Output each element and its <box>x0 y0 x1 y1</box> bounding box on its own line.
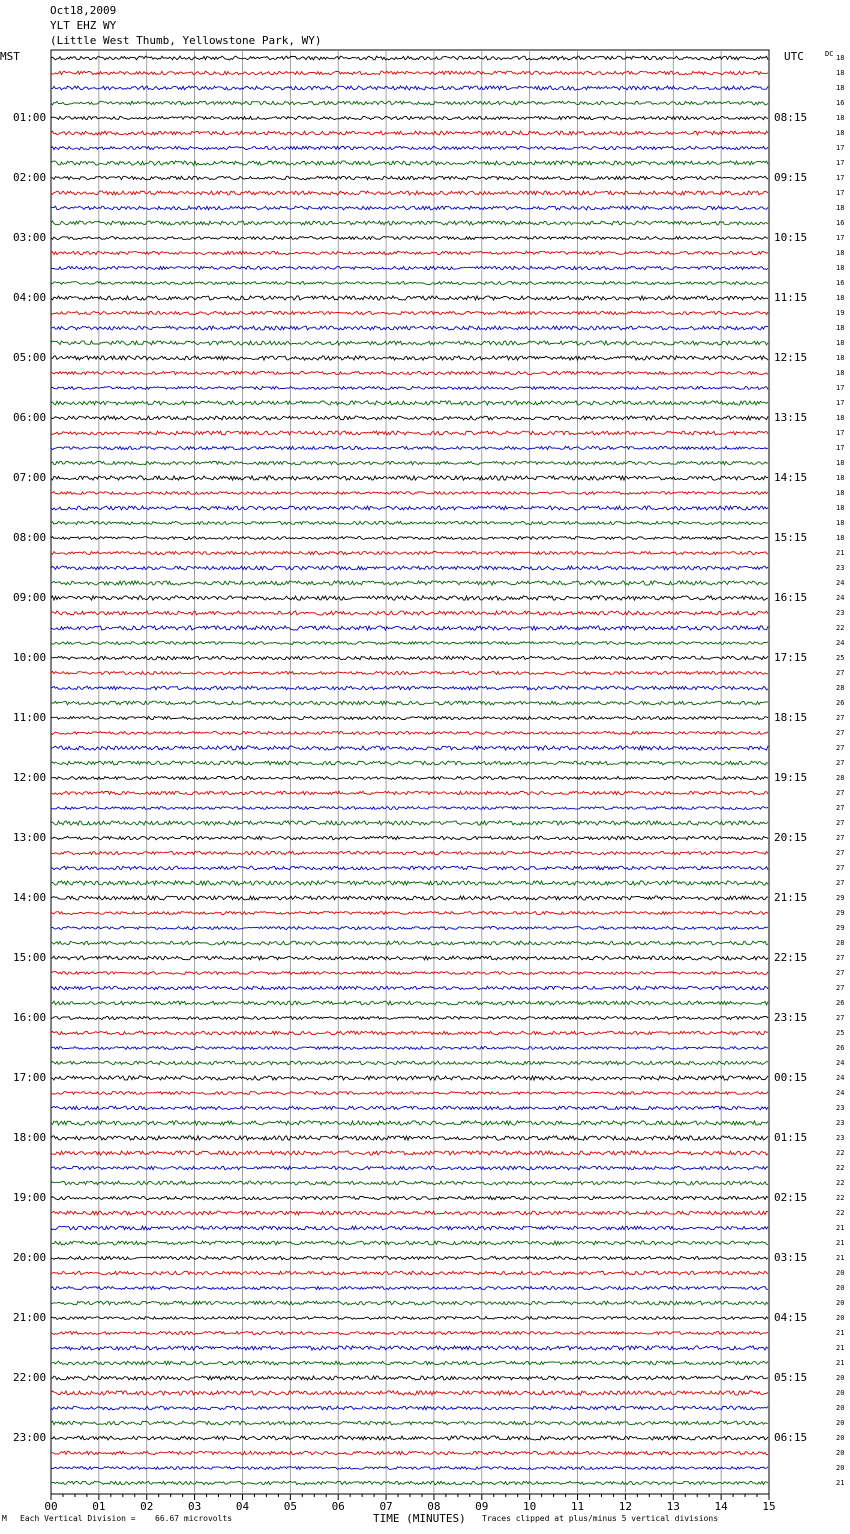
clip-note: Traces clipped at plus/minus 5 vertical divisions <box>482 1514 719 1523</box>
trace-line <box>51 642 768 645</box>
dc-value: 27 <box>836 714 845 722</box>
trace-line <box>51 927 768 930</box>
utc-hour-label: 21:15 <box>774 891 808 904</box>
dc-value: 27 <box>836 669 845 677</box>
dc-value: 20 <box>836 1299 845 1307</box>
dc-value: 18 <box>836 69 845 77</box>
trace-line <box>51 1076 768 1080</box>
dc-value: 23 <box>836 564 845 572</box>
trace-line <box>51 716 768 719</box>
dc-value: 24 <box>836 639 845 647</box>
x-tick-label: 02 <box>140 1500 154 1513</box>
dc-value: 18 <box>836 534 845 542</box>
dc-value: 24 <box>836 1089 845 1097</box>
x-tick-label: 07 <box>379 1500 393 1513</box>
trace-line <box>51 746 768 750</box>
dc-value: 17 <box>836 189 845 197</box>
dc-value: 16 <box>836 99 845 107</box>
dc-value: 20 <box>836 1389 845 1397</box>
utc-hour-label: 22:15 <box>774 951 808 964</box>
station-location: (Little West Thumb, Yellowstone Park, WY) <box>50 34 322 47</box>
x-tick-label: 10 <box>523 1500 537 1513</box>
utc-hour-label: 19:15 <box>774 771 808 784</box>
dc-value: 24 <box>836 1074 845 1082</box>
trace-line <box>51 296 768 300</box>
trace-line <box>51 341 768 345</box>
x-tick-label: 00 <box>44 1500 58 1513</box>
trace-line <box>51 537 768 540</box>
trace-line <box>51 221 768 225</box>
dc-value: 18 <box>836 114 845 122</box>
utc-hour-label: 01:15 <box>774 1131 808 1144</box>
trace-line <box>51 251 768 254</box>
trace-line <box>51 71 768 75</box>
scale-label: Each Vertical Division = <box>20 1514 136 1523</box>
trace-line <box>51 1106 768 1110</box>
x-axis-title: TIME (MINUTES) <box>373 1512 466 1525</box>
dc-value: 26 <box>836 1044 845 1052</box>
trace-line <box>51 101 768 105</box>
dc-value: 18 <box>836 54 845 62</box>
dc-value: 27 <box>836 789 845 797</box>
dc-value: 27 <box>836 879 845 887</box>
mst-hour-label: 18:00 <box>13 1131 47 1144</box>
mst-hour-label: 20:00 <box>13 1251 47 1264</box>
dc-value: 20 <box>836 1284 845 1292</box>
trace-line <box>51 986 768 989</box>
trace-line <box>51 206 768 210</box>
trace-line <box>51 1166 768 1170</box>
trace-line <box>51 1467 768 1470</box>
dc-value: 18 <box>836 354 845 362</box>
mst-hour-label: 12:00 <box>13 771 47 784</box>
dc-value: 26 <box>836 999 845 1007</box>
dc-value: 18 <box>836 249 845 257</box>
dc-value: 27 <box>836 954 845 962</box>
trace-line <box>51 701 768 705</box>
trace-line <box>51 387 768 390</box>
dc-value: 29 <box>836 909 845 917</box>
dc-value: 19 <box>836 309 845 317</box>
x-tick-label: 12 <box>618 1500 633 1513</box>
trace-line <box>51 461 768 464</box>
dc-value: 18 <box>836 204 845 212</box>
dc-value: 29 <box>836 894 845 902</box>
dc-value: 24 <box>836 579 845 587</box>
utc-hour-label: 17:15 <box>774 651 808 664</box>
trace-line <box>51 1151 768 1155</box>
trace-line <box>51 146 768 149</box>
dc-header: DC <box>825 50 834 58</box>
trace-line <box>51 282 768 285</box>
mst-hour-label: 01:00 <box>13 111 47 124</box>
trace-line <box>51 1481 768 1484</box>
dc-value: 18 <box>836 294 845 302</box>
trace-line <box>51 1436 768 1440</box>
trace-line <box>51 1061 768 1065</box>
trace-line <box>51 401 768 405</box>
trace-line <box>51 116 768 119</box>
trace-line <box>51 311 768 314</box>
dc-value: 28 <box>836 684 845 692</box>
dc-value: 17 <box>836 384 845 392</box>
dc-value: 25 <box>836 1029 845 1037</box>
trace-line <box>51 476 768 480</box>
dc-value: 29 <box>836 924 845 932</box>
mst-hour-label: 16:00 <box>13 1011 47 1024</box>
dc-value: 24 <box>836 594 845 602</box>
dc-value: 23 <box>836 1104 845 1112</box>
utc-hour-label: 11:15 <box>774 291 808 304</box>
trace-line <box>51 1016 768 1019</box>
x-tick-label: 15 <box>762 1500 776 1513</box>
trace-line <box>51 581 768 585</box>
trace-line <box>51 686 768 690</box>
mst-hour-label: 02:00 <box>13 171 47 184</box>
station-code: YLT EHZ WY <box>50 19 117 32</box>
x-tick-label: 11 <box>570 1500 585 1513</box>
trace-line <box>51 972 768 975</box>
trace-line <box>51 626 768 630</box>
dc-value: 18 <box>836 339 845 347</box>
trace-line <box>51 506 768 510</box>
mst-hour-label: 19:00 <box>13 1191 47 1204</box>
trace-line <box>51 1092 768 1095</box>
trace-line <box>51 1376 768 1380</box>
trace-line <box>51 1031 768 1035</box>
dc-value: 17 <box>836 144 845 152</box>
trace-line <box>51 416 768 420</box>
utc-hour-label: 13:15 <box>774 411 808 424</box>
dc-value: 22 <box>836 1194 845 1202</box>
utc-hour-label: 05:15 <box>774 1371 808 1384</box>
dc-value: 25 <box>836 654 845 662</box>
trace-line <box>51 1271 768 1275</box>
dc-value: 18 <box>836 369 845 377</box>
dc-value: 24 <box>836 1059 845 1067</box>
trace-line <box>51 791 768 794</box>
trace-line <box>51 1196 768 1199</box>
dc-value: 22 <box>836 1209 845 1217</box>
trace-line <box>51 1346 768 1350</box>
mst-hour-label: 08:00 <box>13 531 47 544</box>
trace-line <box>51 956 768 960</box>
trace-line <box>51 1181 768 1185</box>
mst-hour-label: 17:00 <box>13 1071 47 1084</box>
utc-hour-label: 08:15 <box>774 111 808 124</box>
utc-hour-label: 16:15 <box>774 591 808 604</box>
x-tick-label: 01 <box>92 1500 106 1513</box>
plot-frame <box>51 50 769 1494</box>
trace-line <box>51 431 768 435</box>
trace-line <box>51 1406 768 1410</box>
mst-hour-label: 14:00 <box>13 891 47 904</box>
trace-line <box>51 1332 768 1335</box>
trace-line <box>51 86 768 90</box>
dc-value: 17 <box>836 174 845 182</box>
trace-line <box>51 566 768 570</box>
scale-value: 66.67 microvolts <box>155 1514 233 1523</box>
dc-value: 18 <box>836 459 845 467</box>
mst-hour-label: 10:00 <box>13 651 47 664</box>
x-tick-label: 03 <box>187 1500 202 1513</box>
dc-value: 21 <box>836 1224 845 1232</box>
utc-hour-label: 03:15 <box>774 1251 808 1264</box>
utc-hour-label: 04:15 <box>774 1311 808 1324</box>
trace-line <box>51 521 768 524</box>
trace-line <box>51 1421 768 1425</box>
dc-value: 21 <box>836 1359 845 1367</box>
dc-value: 22 <box>836 624 845 632</box>
utc-hour-label: 15:15 <box>774 531 808 544</box>
trace-line <box>51 1286 768 1289</box>
trace-line <box>51 732 768 735</box>
trace-line <box>51 1226 768 1230</box>
corner-mark: M <box>2 1514 7 1523</box>
trace-line <box>51 326 768 330</box>
utc-hour-label: 20:15 <box>774 831 808 844</box>
left-timezone: MST <box>0 50 20 63</box>
trace-line <box>51 776 768 779</box>
x-tick-label: 13 <box>666 1500 680 1513</box>
dc-value: 27 <box>836 969 845 977</box>
dc-value: 20 <box>836 1434 845 1442</box>
dc-value: 27 <box>836 819 845 827</box>
trace-line <box>51 596 768 600</box>
dc-value: 27 <box>836 744 845 752</box>
dc-value: 26 <box>836 699 845 707</box>
dc-value: 18 <box>836 489 845 497</box>
mst-hour-label: 07:00 <box>13 471 47 484</box>
dc-value: 18 <box>836 504 845 512</box>
trace-line <box>51 161 768 165</box>
x-tick-label: 04 <box>235 1500 250 1513</box>
trace-line <box>51 656 768 659</box>
trace-line <box>51 866 768 870</box>
mst-hour-label: 09:00 <box>13 591 47 604</box>
dc-value: 23 <box>836 1134 845 1142</box>
dc-value: 20 <box>836 1314 845 1322</box>
trace-line <box>51 446 768 449</box>
dc-value: 18 <box>836 519 845 527</box>
trace-line <box>51 1451 768 1455</box>
dc-value: 27 <box>836 804 845 812</box>
trace-line <box>51 896 768 900</box>
trace-line <box>51 1256 768 1259</box>
trace-line <box>51 131 768 135</box>
dc-value: 18 <box>836 414 845 422</box>
seismic-traces <box>51 56 768 1485</box>
trace-line <box>51 1241 768 1245</box>
dc-value: 21 <box>836 1239 845 1247</box>
dc-value: 27 <box>836 759 845 767</box>
trace-line <box>51 761 768 765</box>
trace-line <box>51 821 768 825</box>
utc-hour-label: 23:15 <box>774 1011 808 1024</box>
x-tick-label: 09 <box>475 1500 489 1513</box>
dc-value: 18 <box>836 84 845 92</box>
dc-value: 22 <box>836 1164 845 1172</box>
dc-value: 27 <box>836 1014 845 1022</box>
trace-line <box>51 1047 768 1050</box>
trace-line <box>51 1391 768 1395</box>
dc-value: 28 <box>836 774 845 782</box>
dc-value: 21 <box>836 549 845 557</box>
dc-value: 20 <box>836 1269 845 1277</box>
dc-value: 21 <box>836 1329 845 1337</box>
trace-line <box>51 266 768 269</box>
dc-value: 27 <box>836 849 845 857</box>
dc-value: 21 <box>836 1254 845 1262</box>
trace-line <box>51 807 768 810</box>
trace-line <box>51 371 768 374</box>
dc-value: 16 <box>836 219 845 227</box>
dc-value: 20 <box>836 1464 845 1472</box>
dc-value: 21 <box>836 1344 845 1352</box>
dc-value: 20 <box>836 1449 845 1457</box>
dc-value: 18 <box>836 264 845 272</box>
trace-line <box>51 1001 768 1005</box>
dc-value: 28 <box>836 939 845 947</box>
utc-hour-label: 02:15 <box>774 1191 808 1204</box>
utc-hour-label: 14:15 <box>774 471 808 484</box>
trace-line <box>51 56 768 60</box>
dc-value: 18 <box>836 324 845 332</box>
dc-value: 27 <box>836 864 845 872</box>
dc-value: 23 <box>836 1119 845 1127</box>
mst-hour-label: 05:00 <box>13 351 47 364</box>
trace-line <box>51 1317 768 1320</box>
mst-hour-label: 23:00 <box>13 1431 47 1444</box>
dc-value: 17 <box>836 399 845 407</box>
x-tick-label: 05 <box>283 1500 297 1513</box>
dc-value: 27 <box>836 834 845 842</box>
dc-value: 17 <box>836 429 845 437</box>
trace-line <box>51 237 768 240</box>
dc-value: 20 <box>836 1404 845 1412</box>
dc-value: 18 <box>836 474 845 482</box>
x-tick-label: 08 <box>427 1500 441 1513</box>
trace-line <box>51 1121 768 1125</box>
trace-line <box>51 492 768 495</box>
utc-hour-label: 10:15 <box>774 231 808 244</box>
trace-line <box>51 356 768 360</box>
mst-hour-label: 15:00 <box>13 951 47 964</box>
dc-value: 17 <box>836 234 845 242</box>
mst-hour-label: 21:00 <box>13 1311 47 1324</box>
record-date: Oct18,2009 <box>50 4 117 17</box>
dc-value: 27 <box>836 729 845 737</box>
utc-hour-label: 06:15 <box>774 1431 808 1444</box>
dc-value: 20 <box>836 1374 845 1382</box>
mst-hour-label: 13:00 <box>13 831 47 844</box>
trace-line <box>51 851 768 854</box>
trace-line <box>51 611 768 615</box>
utc-hour-label: 00:15 <box>774 1071 808 1084</box>
mst-hour-label: 06:00 <box>13 411 47 424</box>
utc-hour-label: 18:15 <box>774 711 808 724</box>
mst-hour-label: 22:00 <box>13 1371 47 1384</box>
dc-value: 27 <box>836 984 845 992</box>
utc-hour-label: 09:15 <box>774 171 808 184</box>
right-timezone: UTC <box>784 50 804 63</box>
trace-line <box>51 1211 768 1215</box>
trace-line <box>51 191 768 195</box>
trace-line <box>51 1361 768 1365</box>
trace-line <box>51 1301 768 1305</box>
trace-line <box>51 941 768 945</box>
mst-hour-label: 03:00 <box>13 231 47 244</box>
dc-value: 23 <box>836 609 845 617</box>
dc-value: 17 <box>836 159 845 167</box>
dc-value: 22 <box>836 1149 845 1157</box>
trace-line <box>51 176 768 180</box>
dc-value: 17 <box>836 444 845 452</box>
dc-value: 21 <box>836 1479 845 1487</box>
dc-value: 16 <box>836 279 845 287</box>
dc-value: 22 <box>836 1179 845 1187</box>
x-tick-label: 14 <box>714 1500 728 1513</box>
dc-value: 20 <box>836 1419 845 1427</box>
trace-line <box>51 836 768 840</box>
trace-line <box>51 672 768 675</box>
dc-value: 18 <box>836 129 845 137</box>
mst-hour-label: 04:00 <box>13 291 47 304</box>
trace-line <box>51 551 768 554</box>
trace-line <box>51 912 768 915</box>
utc-hour-label: 12:15 <box>774 351 808 364</box>
trace-line <box>51 1136 768 1140</box>
mst-hour-label: 11:00 <box>13 711 47 724</box>
trace-line <box>51 881 768 885</box>
x-tick-label: 06 <box>331 1500 345 1513</box>
